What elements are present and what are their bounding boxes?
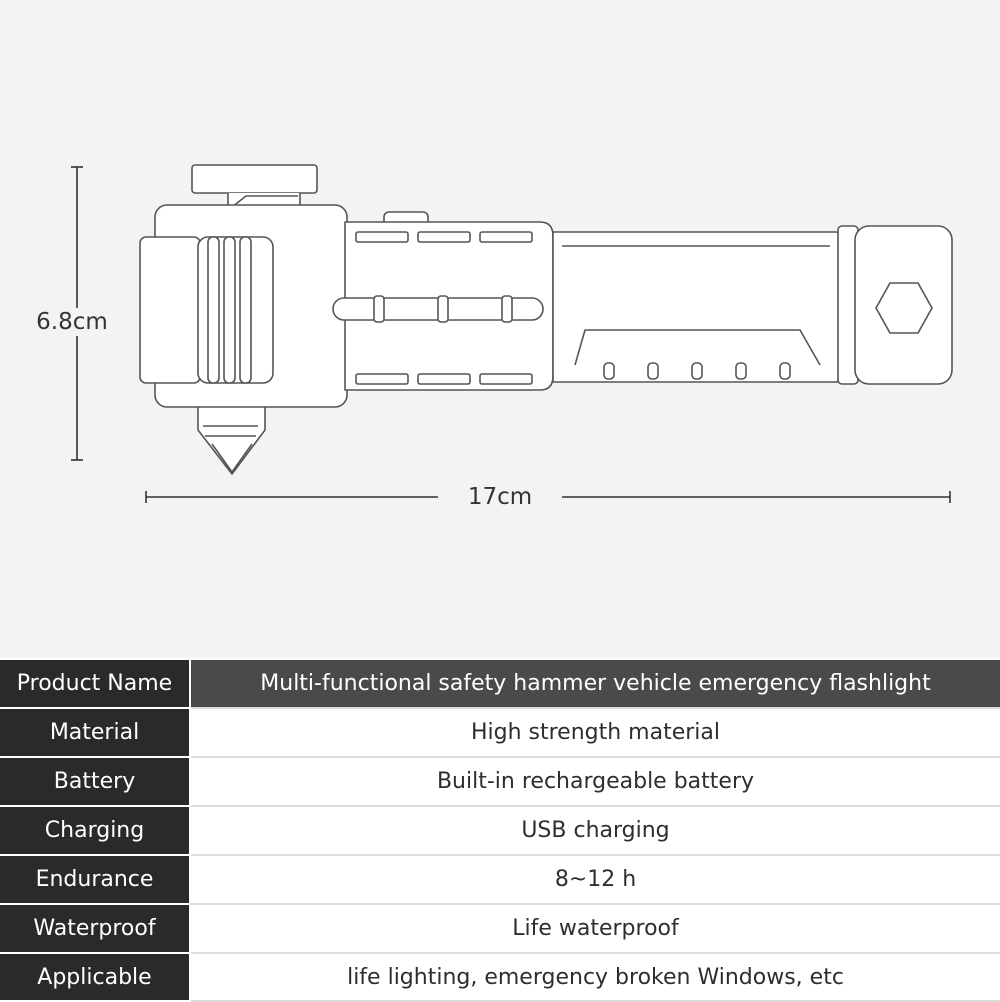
table-row <box>0 757 1000 806</box>
spec-key: Applicable <box>0 953 190 1001</box>
width-dimension-label: 17cm <box>438 483 562 511</box>
height-dimension-label: 6.8cm <box>30 308 114 336</box>
spec-key: Charging <box>0 806 190 855</box>
spec-value: USB charging <box>190 806 1000 855</box>
table-row <box>0 904 1000 953</box>
table-row <box>0 806 1000 855</box>
spec-key: Battery <box>0 757 190 806</box>
spec-value: High strength material <box>190 708 1000 757</box>
table-row <box>0 855 1000 904</box>
spec-value: Life waterproof <box>190 904 1000 953</box>
spec-table <box>0 660 1000 1002</box>
spec-value: life lighting, emergency broken Windows, etc <box>190 953 1000 1001</box>
spec-value: Multi-functional safety hammer vehicle emergency flashlight <box>190 660 1000 708</box>
table-row <box>0 660 1000 708</box>
table-row <box>0 953 1000 1001</box>
table-row <box>0 708 1000 757</box>
spec-key: Material <box>0 708 190 757</box>
spec-key: Endurance <box>0 855 190 904</box>
spec-value: Built-in rechargeable battery <box>190 757 1000 806</box>
spec-key: Waterproof <box>0 904 190 953</box>
spec-value: 8~12 h <box>190 855 1000 904</box>
spec-key: Product Name <box>0 660 190 708</box>
